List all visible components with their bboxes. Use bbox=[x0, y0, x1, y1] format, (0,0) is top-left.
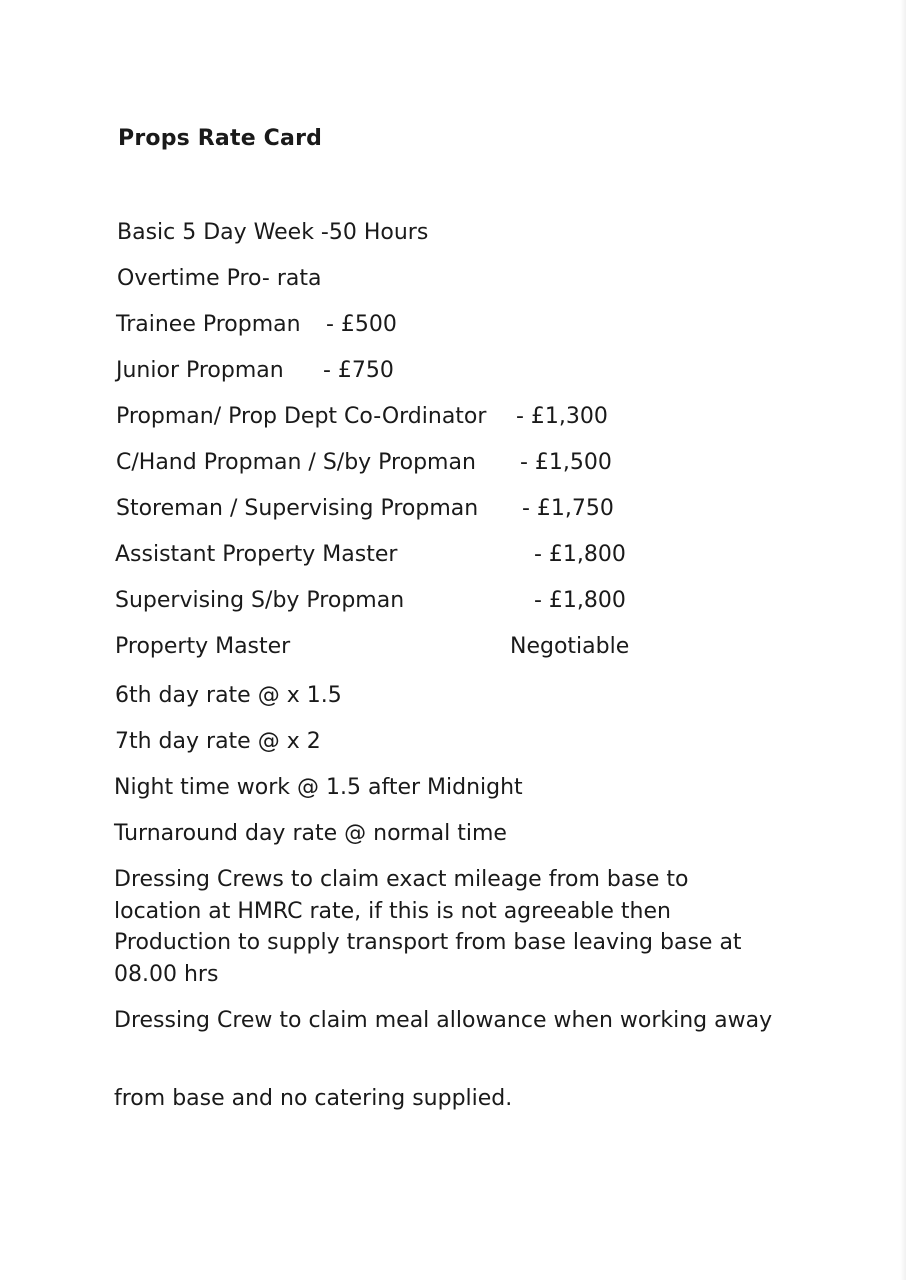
rate-amount: - £750 bbox=[323, 358, 394, 383]
rate-role: Supervising S/by Propman bbox=[115, 588, 405, 613]
rate-amount: - £1,300 bbox=[516, 404, 608, 429]
rate-role: Assistant Property Master bbox=[115, 542, 398, 567]
overtime-line: Overtime Pro- rata bbox=[117, 266, 322, 291]
rate-amount: - £500 bbox=[326, 312, 397, 337]
rate-role: Trainee Propman bbox=[116, 312, 301, 337]
meal-note: Dressing Crew to claim meal allowance when working away bbox=[114, 1008, 773, 1033]
rate-role: C/Hand Propman / S/by Propman bbox=[116, 450, 476, 475]
basic-week-line: Basic 5 Day Week -50 Hours bbox=[117, 220, 429, 245]
meal-note-continued: from base and no catering supplied. bbox=[114, 1086, 513, 1111]
condition-line: 7th day rate @ x 2 bbox=[115, 729, 321, 754]
mileage-note: Dressing Crews to claim exact mileage from base to location at HMRC rate, if this is not agreeable then Production to supply transport from base leaving base at 08.00 hrs bbox=[114, 867, 742, 987]
condition-line: Turnaround day rate @ normal time bbox=[114, 821, 507, 846]
rate-role: Junior Propman bbox=[116, 358, 284, 383]
rate-role: Propman/ Prop Dept Co-Ordinator bbox=[116, 404, 487, 429]
condition-line: 6th day rate @ x 1.5 bbox=[115, 683, 342, 708]
rate-amount: - £1,500 bbox=[520, 450, 612, 475]
condition-line: Night time work @ 1.5 after Midnight bbox=[114, 775, 523, 800]
rate-role: Property Master bbox=[115, 634, 291, 659]
rate-amount: - £1,800 bbox=[534, 542, 626, 567]
rate-role: Storeman / Supervising Propman bbox=[116, 496, 479, 521]
scan-edge bbox=[900, 0, 906, 1280]
rate-amount: Negotiable bbox=[510, 634, 630, 659]
rate-amount: - £1,750 bbox=[522, 496, 614, 521]
rate-amount: - £1,800 bbox=[534, 588, 626, 613]
document-title: Props Rate Card bbox=[118, 126, 323, 151]
